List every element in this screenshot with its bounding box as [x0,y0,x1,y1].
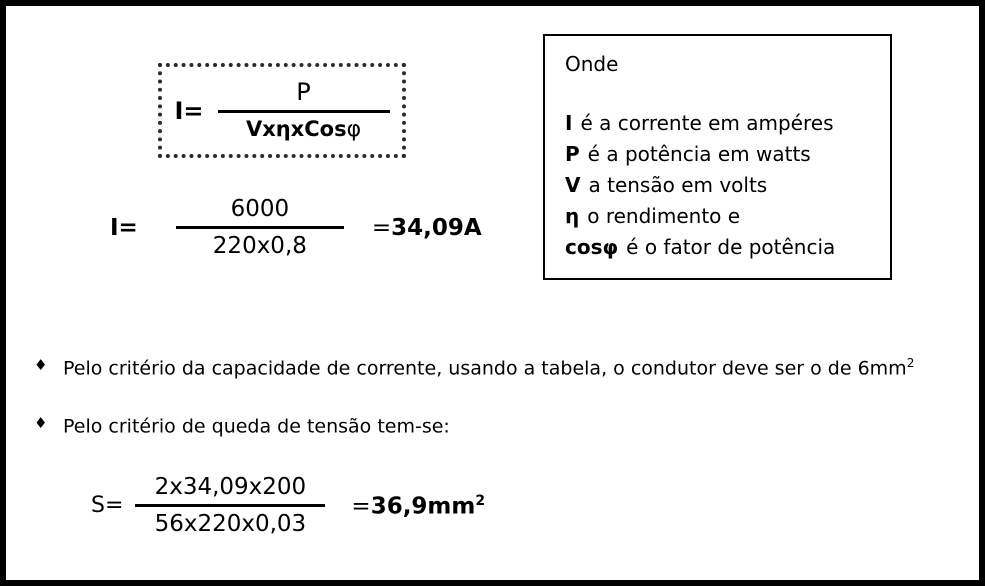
legend-title: Onde [565,52,619,76]
formula-lhs: I= [110,214,138,241]
legend-text: é a corrente em ampéres [580,111,834,135]
superscript: 2 [475,492,486,509]
current-fraction [176,196,344,260]
bullet-text-main: Pelo critério da capacidade de corrente, usando a tabela, o condutor deve ser o de 6mm [63,357,907,380]
formula-box-fraction [218,79,390,143]
result-value: 34,09A [391,214,482,241]
fraction-denominator: 56x220x0,03 [154,511,307,538]
section-calculation [91,474,485,538]
legend-item-powerfactor [565,232,870,263]
bullet-text-main: Pelo critério de queda de tensão tem-se: [63,415,450,438]
legend-item-power [565,139,870,170]
legend-item-current [565,108,870,139]
legend-text: o rendimento e [587,204,741,228]
diamond-bullet-icon: ♦ [34,414,48,432]
formula-result [351,493,485,520]
diamond-bullet-icon: ♦ [34,356,48,374]
equals-sign: = [371,214,392,241]
legend-item-efficiency [565,201,870,232]
legend-text: é o fator de potência [626,235,836,259]
fraction-numerator: P [296,77,311,106]
legend-symbol: η [565,204,580,228]
bullet-item-current-criterion [34,350,979,381]
superscript: 2 [906,356,915,370]
legend-symbol: cosφ [565,235,619,259]
denominator-main: VxηxCos [245,117,347,142]
bullet-text [63,350,914,381]
legend-text: a tensão em volts [588,173,768,197]
section-fraction [135,474,325,538]
fraction-numerator: 2x34,09x200 [154,474,307,500]
current-calculation [110,196,482,260]
formula-box-lhs: I= [174,96,204,125]
formula-result [372,215,482,241]
legend-box [543,34,892,280]
highlighted-formula-box [158,63,406,158]
equals-sign: = [351,493,371,520]
legend-symbol: I [565,111,573,135]
legend-item-voltage [565,170,870,201]
bullet-item-voltage-drop-criterion [34,408,979,439]
legend-symbol: V [565,173,581,197]
legend-symbol: P [565,142,580,166]
phi-symbol: φ [346,117,362,143]
fraction-denominator [240,113,367,142]
result-value: 36,9mm [370,493,476,520]
fraction-denominator: 220x0,8 [212,233,307,260]
fraction-numerator: 6000 [230,196,290,222]
bullet-text [63,408,450,439]
legend-text: é a potência em watts [587,142,811,166]
formula-lhs: S= [91,493,124,519]
